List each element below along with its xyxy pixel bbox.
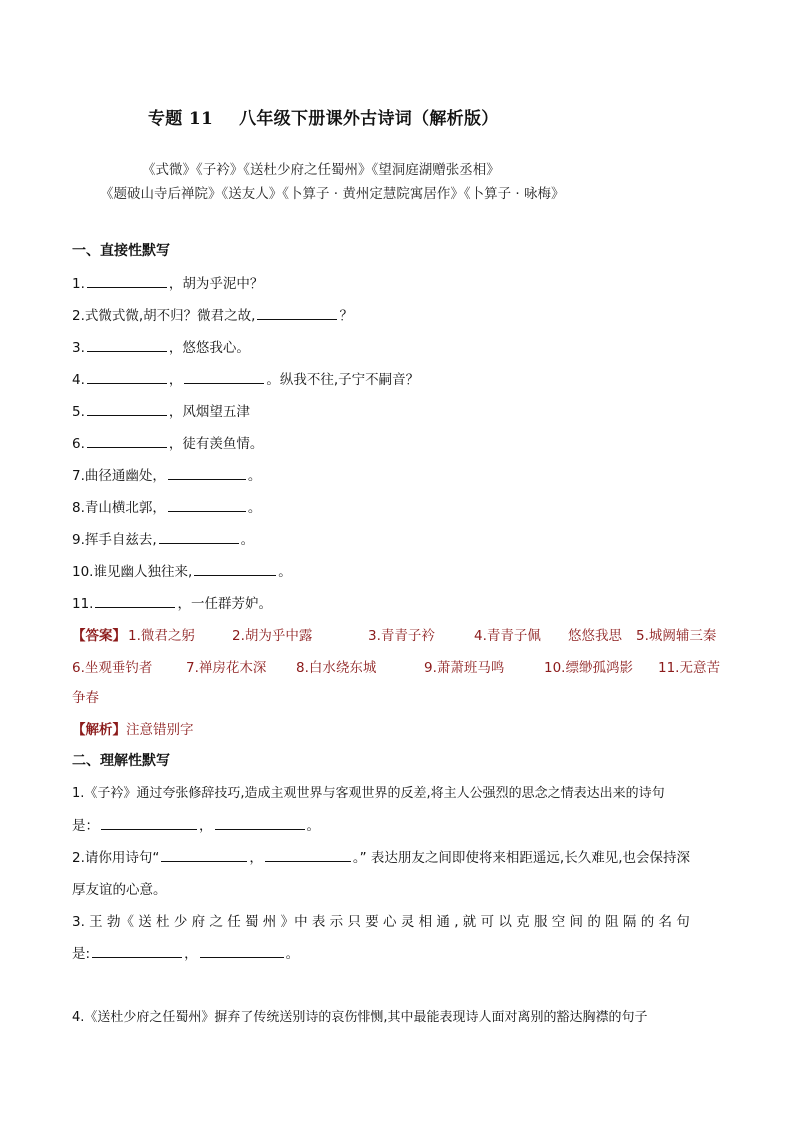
- blank-line[interactable]: [87, 401, 167, 416]
- answer-item: 6.坐观垂钓者: [72, 660, 153, 676]
- q1-line-1: 1.《子衿》通过夸张修辞技巧,造成主观世界与客观世界的反差,将主人公强烈的思念之情表达出来的诗句: [72, 786, 665, 801]
- fill-item-8: 8.青山横北郭， 。: [72, 496, 261, 516]
- blank-line[interactable]: [200, 943, 284, 958]
- answer-item: 2.胡为乎中露: [232, 628, 313, 644]
- q4-line-1: 4.《送杜少府之任蜀州》摒弃了传统送别诗的哀伤悱恻,其中最能表现诗人面对离别的豁达胸襟的句子: [72, 1010, 648, 1025]
- blank-line[interactable]: [92, 943, 182, 958]
- analysis-label: 【解析】: [72, 722, 126, 738]
- answer-item: 7.禅房花木深: [186, 660, 267, 676]
- answer-item: 9.萧萧班马鸣: [424, 660, 505, 676]
- answer-item: 11.无意苦: [658, 660, 720, 676]
- q3-line-2: 是: ， 。: [72, 942, 299, 962]
- answer-item: 5.城阙辅三秦: [636, 628, 717, 644]
- blank-line[interactable]: [168, 465, 246, 480]
- answer-row-1: [72, 624, 732, 644]
- section-1-heading: 一、直接性默写: [72, 243, 170, 259]
- blank-line[interactable]: [194, 561, 276, 576]
- blank-line[interactable]: [101, 815, 197, 830]
- answer-item: 4.青青子佩: [474, 628, 541, 644]
- blank-line[interactable]: [95, 593, 175, 608]
- q1-line-2: 是： ， 。: [72, 814, 320, 834]
- fill-item-5: 5. ，风烟望五津: [72, 400, 250, 420]
- fill-item-9: 9.挥手自兹去, 。: [72, 528, 254, 548]
- fill-item-2: 2.式微式微,胡不归？微君之故, ？: [72, 304, 353, 324]
- blank-line[interactable]: [184, 369, 264, 384]
- blank-line[interactable]: [215, 815, 305, 830]
- blank-line[interactable]: [159, 529, 239, 544]
- fill-item-11: 11. ，一任群芳妒。: [72, 592, 272, 612]
- blank-line[interactable]: [87, 369, 167, 384]
- blank-line[interactable]: [161, 847, 247, 862]
- answer-item: 3.青青子衿: [368, 628, 435, 644]
- toc-line-1: 《式微》《子衿》《送杜少府之任蜀州》《望洞庭湖赠张丞相》: [142, 162, 500, 178]
- fill-item-1: 1. ，胡为乎泥中？: [72, 272, 263, 292]
- page-title: [148, 104, 499, 129]
- fill-item-4: 4. ， 。纵我不往,子宁不嗣音？: [72, 368, 419, 388]
- section-2-heading: 二、理解性默写: [72, 753, 170, 769]
- q2-line-1: 2.请你用诗句“ ， 。” 表达朋友之间即使将来相距遥远,长久难见,也会保持深: [72, 846, 690, 866]
- analysis-text: 注意错别字: [126, 722, 194, 738]
- answer-item: 8.白水绕东城: [296, 660, 377, 676]
- answer-item: 10.缥缈孤鸿影: [544, 660, 633, 676]
- blank-line[interactable]: [168, 497, 246, 512]
- blank-line[interactable]: [257, 305, 337, 320]
- fill-item-3: 3. ，悠悠我心。: [72, 336, 250, 356]
- answer-row-2: [72, 656, 732, 676]
- answer-item: 1.微君之躬: [128, 628, 195, 644]
- answer-label: 【答案】: [72, 628, 126, 644]
- answer-row-3: [72, 686, 99, 706]
- blank-line[interactable]: [87, 273, 167, 288]
- answer-item: 悠悠我思: [568, 628, 622, 644]
- analysis-line: [72, 718, 194, 738]
- answer-item: 争春: [72, 690, 99, 706]
- toc-line-2: 《题破山寺后禅院》《送友人》《卜算子 · 黄州定慧院寓居作》《卜算子 · 咏梅》: [100, 186, 565, 202]
- fill-item-7: 7.曲径通幽处， 。: [72, 464, 261, 484]
- blank-line[interactable]: [87, 337, 167, 352]
- blank-line[interactable]: [265, 847, 351, 862]
- title-number: 专题 11: [148, 109, 214, 129]
- q2-line-2: 厚友谊的心意。: [72, 882, 167, 898]
- title-text: 八年级下册课外古诗词（解析版）: [239, 109, 499, 129]
- q3-line-1: 3. 王 勃《 送 杜 少 府 之 任 蜀 州 》中 表 示 只 要 心 灵 相 通 , 就 可 以 克 服 空 间 的 阻 隔 的 名 句: [72, 914, 690, 930]
- blank-line[interactable]: [87, 433, 167, 448]
- fill-item-10: 10.谁见幽人独往来, 。: [72, 560, 292, 580]
- fill-item-6: 6. ，徒有羡鱼情。: [72, 432, 263, 452]
